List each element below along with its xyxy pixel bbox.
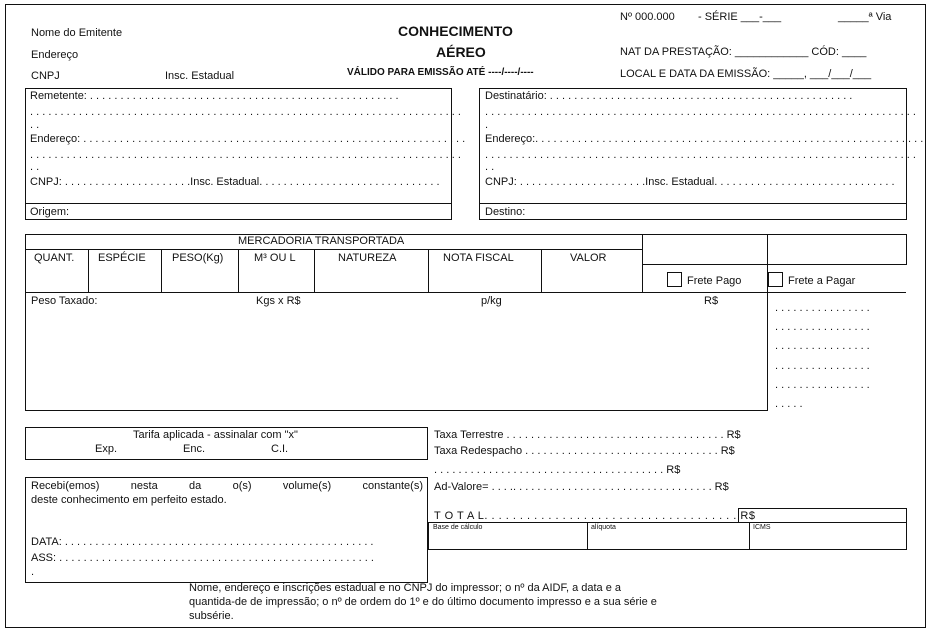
frete-pago-checkbox[interactable] bbox=[667, 272, 682, 287]
receiver-cont-1: . bbox=[485, 119, 489, 131]
col-especie: ESPÉCIE bbox=[98, 252, 146, 264]
col-m3: M³ OU L bbox=[254, 252, 296, 264]
col-div-6 bbox=[541, 249, 542, 292]
receiver-destinatario[interactable]: Destinatário: . . . . . . . . . . . . . . . . . . . . . . . . . . . . . . . . . . . . . . . . . . . . . . . . . . bbox=[485, 90, 853, 102]
sender-dots-2: . . . . . . . . . . . . . . . . . . . . . . . . . . . . . . . . . . . . . . . . . . . . . . . . . . . . . . . . . . . . . . . . . . . . . . . bbox=[30, 149, 461, 161]
receipt-ass[interactable]: ASS: . . . . . . . . . . . . . . . . . . . . . . . . . . . . . . . . . . . . . . . . . . . . . . . . . . . . bbox=[31, 552, 374, 564]
doc-title-line2: AÉREO bbox=[436, 44, 486, 60]
col-div-1 bbox=[88, 249, 89, 292]
sender-origem[interactable]: Origem: bbox=[30, 206, 70, 218]
col-nota-fiscal: NOTA FISCAL bbox=[443, 252, 514, 264]
footer-line2: quantida-de de impressão; o nº de ordem do 1º e do último documento impresso e a sua série e bbox=[189, 596, 657, 608]
icms-top-right-box bbox=[738, 508, 907, 523]
charge-terrestre[interactable]: Taxa Terrestre . . . . . . . . . . . . . . . . . . . . . . . . . . . . . . . . . . . . R$ bbox=[434, 429, 741, 441]
emitter-address: Endereço bbox=[31, 49, 79, 61]
receiver-dots-1: . . . . . . . . . . . . . . . . . . . . . . . . . . . . . . . . . . . . . . . . . . . . . . . . . . . . . . . . . . . . . . . . . . . . . . . bbox=[485, 106, 916, 118]
col-div-4 bbox=[314, 249, 315, 292]
nat-prestacao: NAT DA PRESTAÇÃO: ____________ CÓD: ____ bbox=[620, 46, 867, 58]
tariff-ci[interactable]: C.I. bbox=[271, 443, 289, 455]
col-natureza: NATUREZA bbox=[338, 252, 397, 264]
icms-aliquota: alíquota bbox=[591, 524, 616, 531]
col-div-2 bbox=[161, 249, 162, 292]
receipt-word: Recebi(emos) bbox=[31, 480, 100, 492]
sender-remetente[interactable]: Remetente: . . . . . . . . . . . . . . . . . . . . . . . . . . . . . . . . . . . . . . . . . . . . . . . . . . . bbox=[30, 90, 399, 102]
receiver-dots-2: . . . . . . . . . . . . . . . . . . . . . . . . . . . . . . . . . . . . . . . . . . . . . . . . . . . . . . . . . . . . . . . . . . . . . . . bbox=[485, 149, 916, 161]
sender-dots-1: . . . . . . . . . . . . . . . . . . . . . . . . . . . . . . . . . . . . . . . . . . . . . . . . . . . . . . . . . . . . . . . . . . . . . . . bbox=[30, 106, 461, 118]
receiver-divider bbox=[479, 203, 907, 204]
charge-redespacho[interactable]: Taxa Redespacho . . . . . . . . . . . . . . . . . . . . . . . . . . . . . . . . R$ bbox=[434, 445, 735, 457]
frete-pago-option[interactable] bbox=[667, 272, 741, 287]
emitter-name: Nome do Emitente bbox=[31, 27, 123, 39]
valid-until: VÁLIDO PARA EMISSÃO ATÉ ----/----/---- bbox=[347, 67, 534, 78]
col-div-5 bbox=[428, 249, 429, 292]
freight-right-top bbox=[768, 292, 906, 293]
charge-blank[interactable]: . . . . . . . . . . . . . . . . . . . . . . . . . . . . . . . . . . . . . . R$ bbox=[434, 464, 681, 476]
receipt-cont: . bbox=[31, 566, 35, 578]
footer-line1: Nome, endereço e inscrições estadual e no CNPJ do impressor; o nº da AIDF, a data e a bbox=[189, 582, 622, 594]
receipt-word: o(s) bbox=[232, 480, 252, 492]
col-peso: PESO(Kg) bbox=[172, 252, 224, 264]
freight-header-box bbox=[642, 234, 907, 265]
charge-advalore[interactable]: Ad-Valore= . . . .. . . . . . . . . . . . . . . . . . . . . . . . . . . . . . . . . R$ bbox=[434, 481, 729, 493]
goods-header-bottom bbox=[25, 292, 768, 293]
side-dots-5: . . . . . . . . . . . . . . . . bbox=[775, 379, 870, 391]
receipt-line2: deste conhecimento em perfeito estado. bbox=[31, 494, 227, 506]
col-quant: QUANT. bbox=[34, 252, 75, 264]
peso-kgs: Kgs x R$ bbox=[256, 295, 301, 307]
doc-copy: _____ª Via bbox=[838, 11, 892, 23]
tariff-title: Tarifa aplicada - assinalar com "x" bbox=[133, 429, 298, 441]
footer-line3: subsérie. bbox=[189, 610, 234, 622]
receipt-box bbox=[25, 477, 428, 583]
local-data-emissao: LOCAL E DATA DA EMISSÃO: _____, ___/___/___ bbox=[620, 68, 872, 80]
side-dots-3: . . . . . . . . . . . . . . . . bbox=[775, 340, 870, 352]
receipt-word: constante(s) bbox=[362, 480, 423, 492]
icms-label: ICMS bbox=[753, 524, 771, 531]
frete-pago-label: Frete Pago bbox=[687, 275, 742, 287]
frete-pagar-label: Frete a Pagar bbox=[788, 275, 856, 287]
receipt-word: nesta bbox=[130, 480, 158, 492]
sender-cont-1: . . bbox=[30, 119, 40, 131]
sender-cont-2: . . bbox=[30, 161, 40, 173]
receipt-word: volume(s) bbox=[282, 480, 332, 492]
doc-series: - SÉRIE ___-___ bbox=[698, 11, 782, 23]
goods-title-divider bbox=[25, 249, 643, 250]
sender-divider bbox=[25, 203, 452, 204]
receipt-data[interactable]: DATA: . . . . . . . . . . . . . . . . . . . . . . . . . . . . . . . . . . . . . . . . . . . . . . . . . . . bbox=[31, 536, 374, 548]
sender-endereco[interactable]: Endereço: . . . . . . . . . . . . . . . . . . . . . . . . . . . . . . . . . . . . . . . . . . . . . . . . . . . . . . . . . . . . . . . bbox=[30, 133, 466, 145]
col-valor: VALOR bbox=[570, 252, 607, 264]
side-dots-2: . . . . . . . . . . . . . . . . bbox=[775, 321, 870, 333]
icms-div-2 bbox=[749, 522, 750, 550]
doc-number: Nº 000.000 bbox=[620, 11, 675, 23]
receipt-word: da bbox=[189, 480, 202, 492]
peso-pkg: p/kg bbox=[481, 295, 502, 307]
icms-div-1 bbox=[587, 522, 588, 550]
tariff-enc[interactable]: Enc. bbox=[183, 443, 206, 455]
peso-rs: R$ bbox=[704, 295, 719, 307]
tariff-exp[interactable]: Exp. bbox=[95, 443, 118, 455]
receiver-cnpj[interactable]: CNPJ: . . . . . . . . . . . . . . . . . . . . .Insc. Estadual. . . . . . . . . . . . . . . . . . . . . . . . . . . . . . bbox=[485, 176, 895, 188]
sender-cnpj[interactable]: CNPJ: . . . . . . . . . . . . . . . . . . . . .Insc. Estadual. . . . . . . . . . . . . . . . . . . . . . . . . . . . . . bbox=[30, 176, 440, 188]
icms-base: Base de cálculo bbox=[433, 524, 483, 531]
receiver-destino[interactable]: Destino: bbox=[485, 206, 526, 218]
peso-taxado: Peso Taxado: bbox=[31, 295, 98, 307]
receiver-endereco[interactable]: Endereço:. . . . . . . . . . . . . . . . . . . . . . . . . . . . . . . . . . . . . . . . . . . . . . . . . . . . . . . . . . . . . . . . bbox=[485, 133, 924, 145]
emitter-state-reg: Insc. Estadual bbox=[165, 70, 235, 82]
side-dots-1: . . . . . . . . . . . . . . . . bbox=[775, 302, 870, 314]
emitter-cnpj: CNPJ bbox=[31, 70, 60, 82]
doc-title-line1: CONHECIMENTO bbox=[398, 23, 513, 39]
frete-pagar-checkbox[interactable] bbox=[768, 272, 783, 287]
charge-total[interactable]: T O T A L. . . . . . . . . . . . . . . . . . . . . . . . . . . . . . . . . . . . R$ bbox=[434, 510, 756, 522]
frete-pagar-option[interactable] bbox=[768, 272, 855, 287]
icms-box bbox=[428, 522, 907, 550]
goods-title: MERCADORIA TRANSPORTADA bbox=[238, 235, 405, 247]
receiver-cont-2: . . bbox=[485, 161, 495, 173]
side-dots-4: . . . . . . . . . . . . . . . . bbox=[775, 360, 870, 372]
receipt-line1 bbox=[31, 480, 423, 492]
col-div-3 bbox=[238, 249, 239, 292]
side-dots-6: . . . . . bbox=[775, 398, 803, 410]
